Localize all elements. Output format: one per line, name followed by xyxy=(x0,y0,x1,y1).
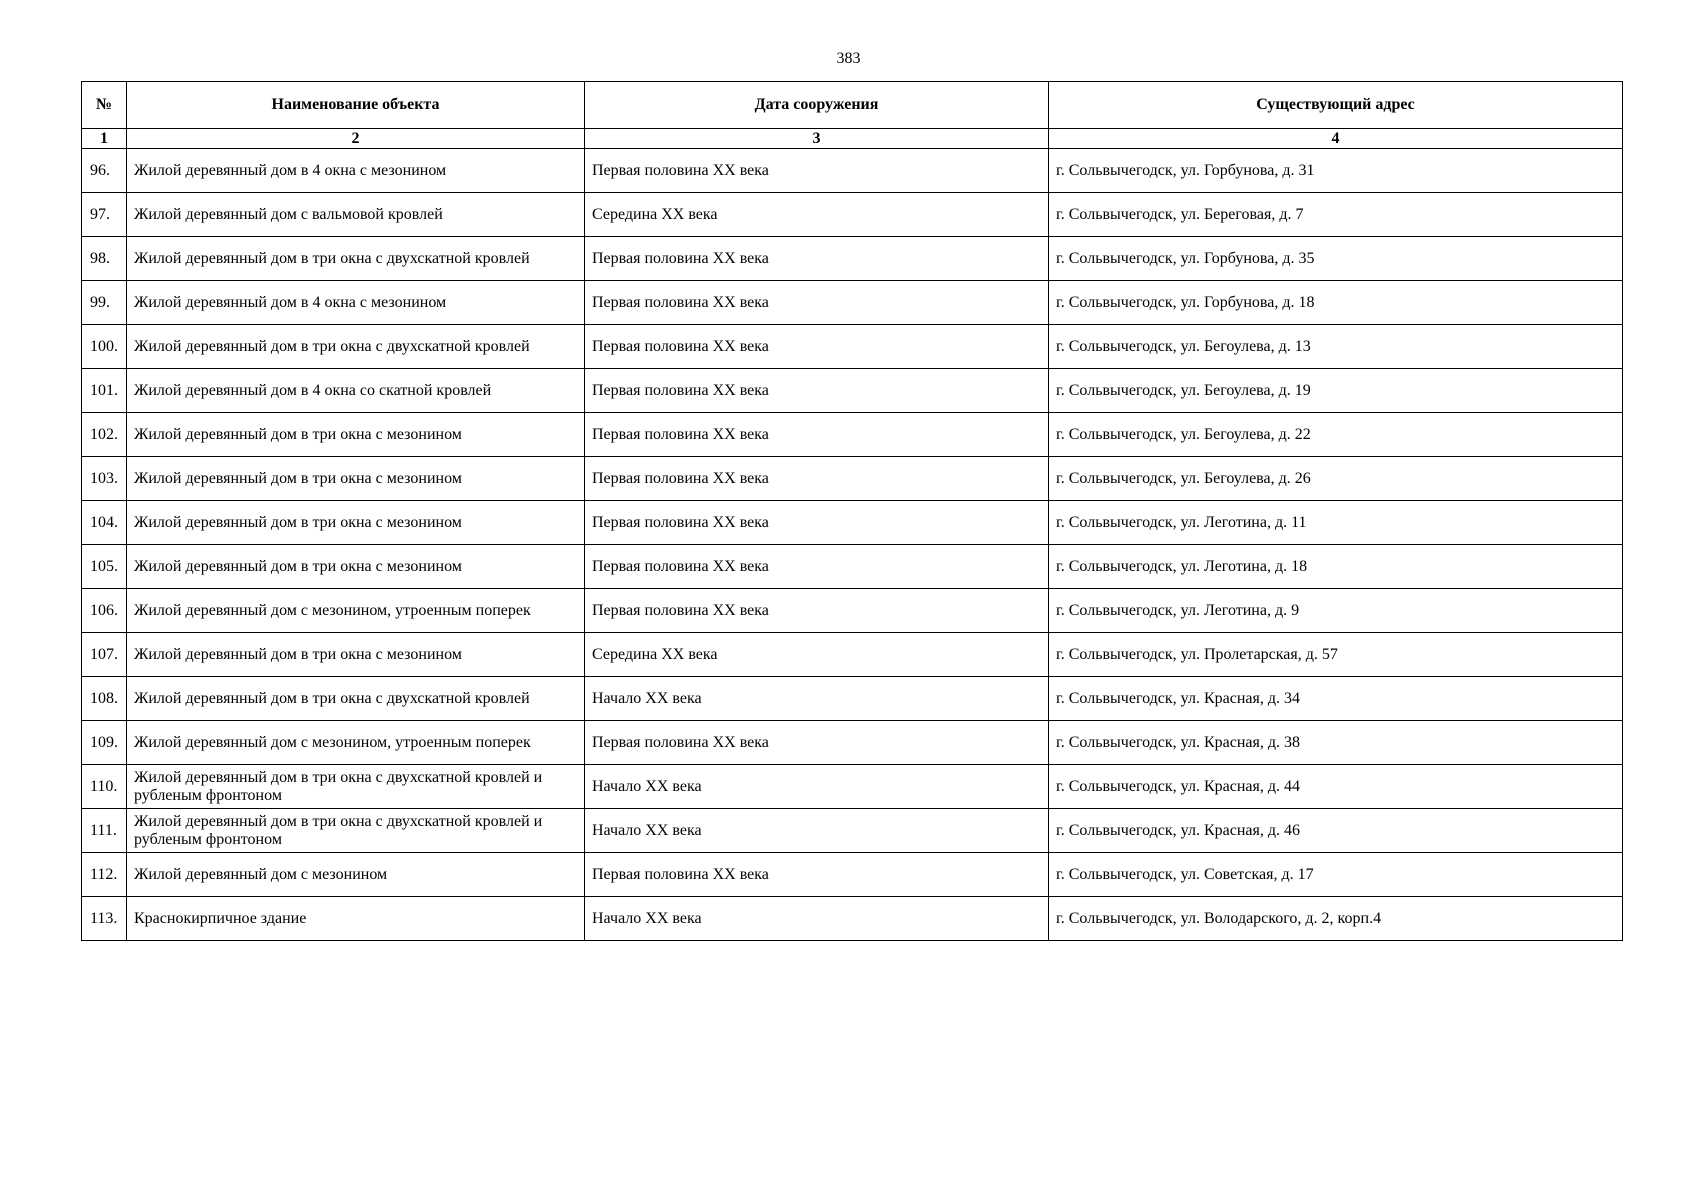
construction-date-cell: Первая половина XX века xyxy=(585,413,1049,457)
row-number-cell: 111. xyxy=(82,809,127,853)
address-cell: г. Сольвычегодск, ул. Красная, д. 46 xyxy=(1049,809,1623,853)
construction-date-cell: Середина XX века xyxy=(585,193,1049,237)
row-number-cell: 102. xyxy=(82,413,127,457)
table-row xyxy=(82,413,1623,457)
row-number-cell: 113. xyxy=(82,897,127,941)
table-row xyxy=(82,457,1623,501)
object-name-cell: Жилой деревянный дом в три окна с мезонином xyxy=(127,633,585,677)
construction-date-cell: Первая половина XX века xyxy=(585,281,1049,325)
table-row xyxy=(82,809,1623,853)
object-name-cell: Жилой деревянный дом в 4 окна с мезонином xyxy=(127,281,585,325)
object-name-cell: Жилой деревянный дом с мезонином, утроенным поперек xyxy=(127,721,585,765)
address-cell: г. Сольвычегодск, ул. Береговая, д. 7 xyxy=(1049,193,1623,237)
object-name-cell: Жилой деревянный дом в три окна с двухскатной кровлей и рубленым фронтоном xyxy=(127,809,585,853)
table-row xyxy=(82,369,1623,413)
table-row xyxy=(82,853,1623,897)
column-number: 4 xyxy=(1049,129,1623,149)
header-address: Существующий адрес xyxy=(1049,82,1623,129)
header-construction-date: Дата сооружения xyxy=(585,82,1049,129)
table-row xyxy=(82,149,1623,193)
construction-date-cell: Первая половина XX века xyxy=(585,589,1049,633)
object-name-cell: Жилой деревянный дом с мезонином, утроенным поперек xyxy=(127,589,585,633)
object-name-cell: Краснокирпичное здание xyxy=(127,897,585,941)
row-number-cell: 106. xyxy=(82,589,127,633)
address-cell: г. Сольвычегодск, ул. Горбунова, д. 35 xyxy=(1049,237,1623,281)
address-cell: г. Сольвычегодск, ул. Бегоулева, д. 26 xyxy=(1049,457,1623,501)
address-cell: г. Сольвычегодск, ул. Горбунова, д. 31 xyxy=(1049,149,1623,193)
construction-date-cell: Первая половина XX века xyxy=(585,501,1049,545)
column-number: 1 xyxy=(82,129,127,149)
address-cell: г. Сольвычегодск, ул. Леготина, д. 11 xyxy=(1049,501,1623,545)
table-header-row xyxy=(82,82,1623,129)
table-row xyxy=(82,721,1623,765)
object-name-cell: Жилой деревянный дом в три окна с двухскатной кровлей и рубленым фронтоном xyxy=(127,765,585,809)
construction-date-cell: Первая половина XX века xyxy=(585,369,1049,413)
row-number-cell: 103. xyxy=(82,457,127,501)
table-row xyxy=(82,677,1623,721)
construction-date-cell: Начало XX века xyxy=(585,809,1049,853)
construction-date-cell: Первая половина XX века xyxy=(585,237,1049,281)
table-row xyxy=(82,633,1623,677)
table-row xyxy=(82,589,1623,633)
address-cell: г. Сольвычегодск, ул. Красная, д. 34 xyxy=(1049,677,1623,721)
row-number-cell: 105. xyxy=(82,545,127,589)
address-cell: г. Сольвычегодск, ул. Горбунова, д. 18 xyxy=(1049,281,1623,325)
table-row xyxy=(82,325,1623,369)
object-name-cell: Жилой деревянный дом в 4 окна со скатной кровлей xyxy=(127,369,585,413)
row-number-cell: 112. xyxy=(82,853,127,897)
construction-date-cell: Первая половина XX века xyxy=(585,325,1049,369)
row-number-cell: 110. xyxy=(82,765,127,809)
construction-date-cell: Первая половина XX века xyxy=(585,721,1049,765)
construction-date-cell: Первая половина XX века xyxy=(585,149,1049,193)
row-number-cell: 107. xyxy=(82,633,127,677)
table-row xyxy=(82,281,1623,325)
construction-date-cell: Начало XX века xyxy=(585,897,1049,941)
row-number-cell: 99. xyxy=(82,281,127,325)
address-cell: г. Сольвычегодск, ул. Леготина, д. 9 xyxy=(1049,589,1623,633)
row-number-cell: 98. xyxy=(82,237,127,281)
page-number: 383 xyxy=(836,50,861,67)
column-number: 3 xyxy=(585,129,1049,149)
row-number-cell: 109. xyxy=(82,721,127,765)
construction-date-cell: Первая половина XX века xyxy=(585,545,1049,589)
table-row xyxy=(82,765,1623,809)
address-cell: г. Сольвычегодск, ул. Бегоулева, д. 22 xyxy=(1049,413,1623,457)
address-cell: г. Сольвычегодск, ул. Володарского, д. 2, корп.4 xyxy=(1049,897,1623,941)
column-number-row xyxy=(82,129,1623,149)
table-row xyxy=(82,897,1623,941)
row-number-cell: 108. xyxy=(82,677,127,721)
object-name-cell: Жилой деревянный дом в три окна с двухскатной кровлей xyxy=(127,325,585,369)
table-row xyxy=(82,545,1623,589)
column-number: 2 xyxy=(127,129,585,149)
object-name-cell: Жилой деревянный дом с мезонином xyxy=(127,853,585,897)
table-row xyxy=(82,193,1623,237)
address-cell: г. Сольвычегодск, ул. Леготина, д. 18 xyxy=(1049,545,1623,589)
header-object-name: Наименование объекта xyxy=(127,82,585,129)
object-name-cell: Жилой деревянный дом с вальмовой кровлей xyxy=(127,193,585,237)
row-number-cell: 96. xyxy=(82,149,127,193)
header-number: № xyxy=(82,82,127,129)
row-number-cell: 101. xyxy=(82,369,127,413)
object-name-cell: Жилой деревянный дом в три окна с двухскатной кровлей xyxy=(127,677,585,721)
object-name-cell: Жилой деревянный дом в три окна с мезонином xyxy=(127,413,585,457)
object-name-cell: Жилой деревянный дом в 4 окна с мезонином xyxy=(127,149,585,193)
construction-date-cell: Начало XX века xyxy=(585,765,1049,809)
object-name-cell: Жилой деревянный дом в три окна с мезонином xyxy=(127,545,585,589)
construction-date-cell: Середина XX века xyxy=(585,633,1049,677)
object-name-cell: Жилой деревянный дом в три окна с мезонином xyxy=(127,501,585,545)
address-cell: г. Сольвычегодск, ул. Бегоулева, д. 13 xyxy=(1049,325,1623,369)
construction-date-cell: Первая половина XX века xyxy=(585,457,1049,501)
address-cell: г. Сольвычегодск, ул. Советская, д. 17 xyxy=(1049,853,1623,897)
object-name-cell: Жилой деревянный дом в три окна с двухскатной кровлей xyxy=(127,237,585,281)
table-body xyxy=(82,149,1623,941)
row-number-cell: 97. xyxy=(82,193,127,237)
address-cell: г. Сольвычегодск, ул. Красная, д. 38 xyxy=(1049,721,1623,765)
address-cell: г. Сольвычегодск, ул. Бегоулева, д. 19 xyxy=(1049,369,1623,413)
address-cell: г. Сольвычегодск, ул. Пролетарская, д. 57 xyxy=(1049,633,1623,677)
construction-date-cell: Начало XX века xyxy=(585,677,1049,721)
construction-date-cell: Первая половина XX века xyxy=(585,853,1049,897)
table-row xyxy=(82,501,1623,545)
table-row xyxy=(82,237,1623,281)
row-number-cell: 100. xyxy=(82,325,127,369)
row-number-cell: 104. xyxy=(82,501,127,545)
object-name-cell: Жилой деревянный дом в три окна с мезонином xyxy=(127,457,585,501)
heritage-objects-table xyxy=(81,81,1623,941)
address-cell: г. Сольвычегодск, ул. Красная, д. 44 xyxy=(1049,765,1623,809)
